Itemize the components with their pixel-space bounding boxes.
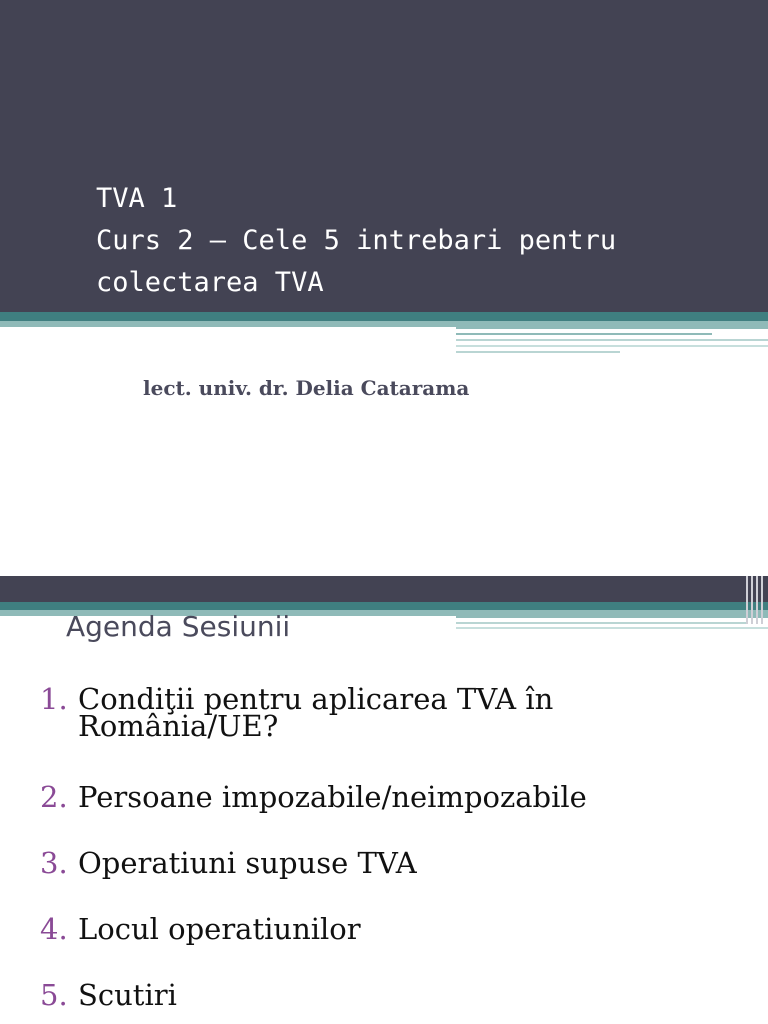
thin-line-1 xyxy=(456,333,712,335)
thin-line-2 xyxy=(456,339,768,341)
agenda-item-2 xyxy=(40,780,718,814)
agenda-item-3 xyxy=(40,846,718,880)
agenda-number: 3. xyxy=(40,846,68,880)
vertical-lines-icon xyxy=(744,576,768,630)
agenda-text: Condiţii pentru aplicarea TVA în România/UE? xyxy=(78,682,554,743)
agenda-item-5 xyxy=(40,978,718,1012)
agenda-number: 4. xyxy=(40,912,68,946)
agenda-item-1 xyxy=(40,682,718,743)
title-line-1: TVA 1 xyxy=(96,183,178,214)
agenda-thin-line-1 xyxy=(456,622,746,624)
teal-stripe-main xyxy=(0,312,768,321)
agenda-thin-line-2 xyxy=(456,627,768,629)
title-line-2: Curs 2 – Cele 5 intrebari pentru xyxy=(96,225,617,256)
teal-stripe-light xyxy=(0,321,456,327)
thin-line-3 xyxy=(456,345,768,347)
agenda-text: Scutiri xyxy=(78,978,177,1012)
agenda-heading: Agenda Sesiunii xyxy=(66,610,291,643)
slide-title xyxy=(96,178,716,304)
agenda-text: Persoane impozabile/neimpozabile xyxy=(78,780,587,814)
agenda-teal-stripe-main xyxy=(0,602,768,610)
agenda-text: Locul operatiunilor xyxy=(78,912,361,946)
agenda-number: 1. xyxy=(40,682,68,716)
agenda-number: 5. xyxy=(40,978,68,1012)
agenda-text: Operatiuni supuse TVA xyxy=(78,846,417,880)
agenda-top-band xyxy=(0,576,768,602)
agenda-number: 2. xyxy=(40,780,68,814)
author-subtitle: lect. univ. dr. Delia Catarama xyxy=(143,376,470,400)
agenda-slide xyxy=(0,576,768,1024)
thin-line-4 xyxy=(456,351,620,353)
title-line-3: colectarea TVA xyxy=(96,267,324,298)
teal-stripe-right xyxy=(456,321,768,329)
agenda-teal-stripe-right xyxy=(456,610,768,618)
agenda-item-4 xyxy=(40,912,718,946)
